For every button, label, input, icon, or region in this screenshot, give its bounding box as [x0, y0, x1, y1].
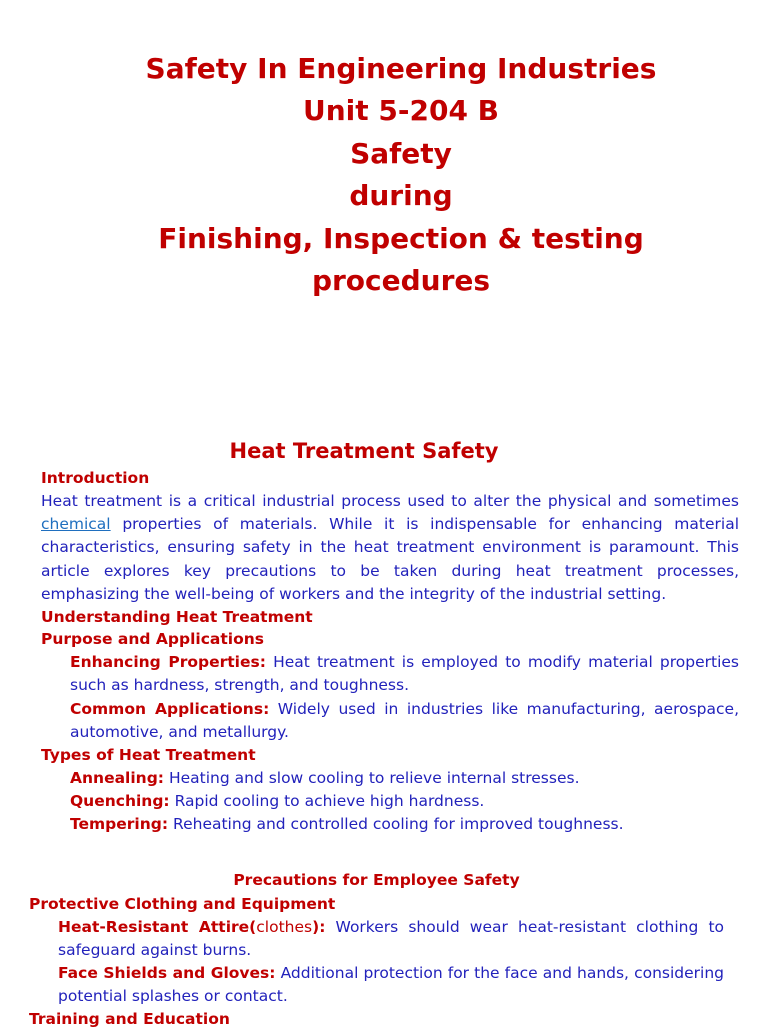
section-heading-heat-treatment-safety: Heat Treatment Safety	[229, 439, 499, 463]
item-text: Reheating and controlled cooling for improved toughness.	[173, 815, 624, 833]
title-line: Safety In Engineering Industries	[145, 52, 657, 85]
item-text: Heat treatment is employed to modify material properties such as hardness, strength, and toughness.	[70, 653, 739, 695]
item-text: Rapid cooling to achieve high hardness.	[174, 792, 485, 810]
understanding-heading: Understanding Heat Treatment	[41, 608, 313, 626]
purpose-item	[70, 698, 739, 744]
type-item	[70, 767, 580, 790]
item-label: Face Shields and Gloves:	[58, 964, 276, 982]
item-text: Additional protection for the face and hands, considering potential splashes or contact.	[58, 964, 724, 1006]
document-title	[0, 48, 768, 302]
item-text: Widely used in industries like manufacturing, aerospace, automotive, and metallurgy.	[70, 700, 740, 742]
item-label: Tempering:	[70, 815, 169, 833]
title-line: Finishing, Inspection & testing	[158, 221, 644, 255]
intro-paragraph	[41, 490, 739, 606]
purpose-heading: Purpose and Applications	[41, 630, 264, 648]
item-label: Heat-Resistant Attire(	[58, 918, 257, 936]
item-label-end: ):	[312, 918, 326, 936]
face-item	[58, 962, 724, 1008]
purpose-item	[70, 651, 739, 697]
item-label: Common Applications:	[70, 700, 270, 718]
intro-text-end: properties of materials. While it is indispensable for enhancing material characteristics, ensuring safety in the heat treatment environment is paramount. This article explores key precautions to be taken during heat treatment processes, emphasizing the well-being of workers and the integrity of the industrial setting.	[41, 515, 739, 603]
intro-text-start: Heat treatment is a critical industrial process used to alter the physical and sometimes	[41, 492, 739, 510]
chemical-link[interactable]: chemical	[41, 515, 111, 534]
intro-heading: Introduction	[41, 469, 150, 487]
item-paren-text: clothes	[256, 918, 313, 936]
item-label: Enhancing Properties:	[70, 653, 266, 671]
protective-heading: Protective Clothing and Equipment	[29, 895, 336, 913]
type-item	[70, 813, 624, 836]
title-line: during	[349, 179, 453, 213]
title-line: Unit 5-204 B	[302, 94, 500, 128]
type-item	[70, 790, 484, 813]
item-text: Heating and slow cooling to relieve internal stresses.	[168, 769, 580, 787]
types-heading: Types of Heat Treatment	[41, 746, 256, 764]
section-heading-precautions: Precautions for Employee Safety	[233, 871, 520, 889]
attire-item	[58, 916, 724, 962]
training-heading: Training and Education	[29, 1010, 230, 1028]
title-line: procedures	[311, 264, 491, 298]
title-line: Safety	[350, 136, 452, 170]
item-label: Quenching:	[70, 792, 170, 810]
item-text: Workers should wear heat-resistant clothing to safeguard against burns.	[58, 918, 725, 960]
item-label: Annealing:	[70, 769, 164, 787]
